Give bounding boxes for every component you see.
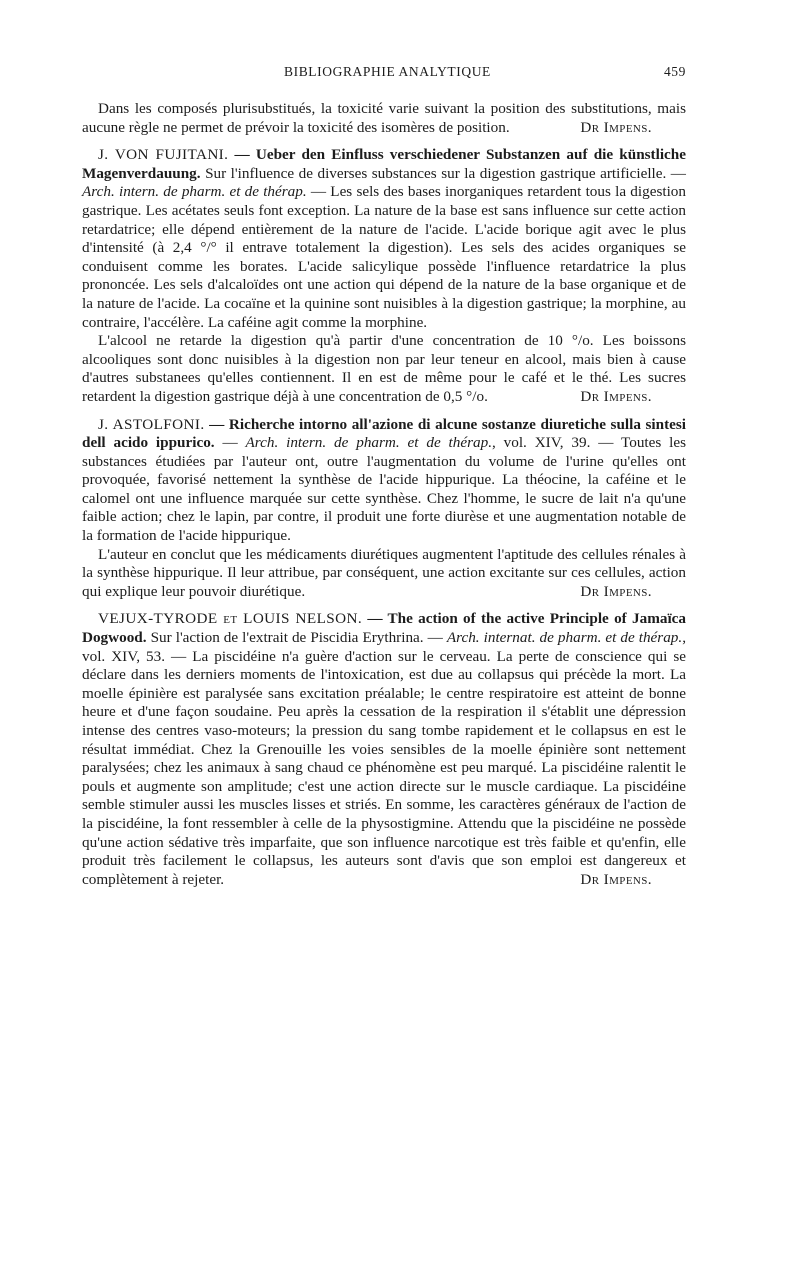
entry-text: , vol. XIV, 53. — La piscidéine n'a guère d'action sur le cerveau. La perte de conscience qui se déclare dans les derniers moments de l'intoxication, est due au collapsus qui précède la mort. La moelle épinière est paralysée sans excitation préalable; le centre respiratoire est atteint de bonne heure et d'une façon soudaine. Peu après la cessation de la respiration il s'établit une dépression intense des centres vaso-moteurs; la pression du sang tombe rapidement et le collapsus en est le résultat immédiat. Chez la Grenouille les voies sensibles de la moelle épinière sont nettement paralysées; chez les animaux à sang chaud ce phénomène est peu marqué. La piscidéine ralentit le pouls et augmente son amplitude; c'est une action directe sur le muscle cardiaque. La piscidéine semble stimuler aussi les muscles lisses et striés. En somme, les caractères généraux de l'action de la piscidéine, la font ressembler à celle de la physostigmine. Attendu que la piscidéine ne possède qu'une action sédative très imparfaite, que son influence narcotique est très faible et qu'enfin, elle produit très facilement le collapsus, les auteurs sont d'avis que son emploi est dangereux et complètement à rejeter. bbox=[82, 629, 686, 888]
signature: Dr Impens. bbox=[580, 387, 652, 405]
entry-title: — Richerche intorno all'azione di alcune sostanze diuretiche sulla sintesi dell acido ippurico. bbox=[82, 415, 687, 452]
entry-author: J. VON FUJITANI. bbox=[98, 146, 229, 164]
page-header bbox=[82, 64, 686, 86]
bibliography-entry bbox=[82, 146, 686, 332]
entry-author: VEJUX-TYRODE et LOUIS NELSON. bbox=[98, 610, 363, 628]
entry-text: — Les sels des bases inorganiques retardent tous la digestion gastrique. Les acétates seuls font exception. La nature de la base est sans influence sur cette action retardatrice; elle dépend entièrement de la nature de l'acide. L'acide borique agit avec le plus d'intensité (à 2,4 °/° il entrave totalement la digestion). Les sels des acides organiques se conduisent comme les borates. L'acide salicylique possède l'influence retardatrice la plus prononcée. Les sels d'alcaloïdes ont une action qui dépend de la nature de la base organique et de la nature de l'acide. La cocaïne et la quinine sont nuisibles à la digestion gastrique; la morphine, au contraire, l'accélère. La caféine agit comme la morphine. bbox=[82, 183, 686, 331]
entry-title: — Ueber den Einfluss verschiedener Substanzen auf die künstliche Magenverdauung. bbox=[82, 146, 686, 182]
signature: Dr Impens. bbox=[580, 582, 652, 600]
page-number: 459 bbox=[663, 64, 686, 79]
entry-source: Arch. intern. de pharm. et de thérap. bbox=[245, 434, 492, 452]
page-body bbox=[82, 100, 686, 889]
entry-continuation bbox=[82, 546, 686, 602]
entry-text-2: L'alcool ne retarde la digestion qu'à partir d'une concentration de 10 °/o. Les boissons alcooliques sont donc nuisibles à la digestion non par leur teneur en alcool, mais bien à cause d'autres substanees qu'elles contiennent. Il en est de même pour le café et le thé. Les sucres retardent la digestion gastrique déjà à une concentration de 0,5 °/o. bbox=[82, 332, 686, 405]
entry-text-2: L'auteur en conclut que les médicaments diurétiques augmentent l'aptitude des cellules rénales à la synthèse hippurique. Il leur attribue, par conséquent, une action excitante sur ces cellules, action qui explique leur pouvoir diurétique. bbox=[82, 545, 686, 600]
entry-title: — The action of the active Principle of Jamaïca Dogwood. bbox=[82, 610, 686, 647]
bibliography-entry bbox=[82, 416, 686, 546]
entry-lead: Sur l'influence de diverses substances sur la digestion gastrique artificielle. — bbox=[200, 164, 686, 182]
entry-lead: — bbox=[214, 434, 246, 452]
entry-continuation bbox=[82, 332, 686, 406]
running-title: BIBLIOGRAPHIE ANALYTIQUE bbox=[284, 64, 491, 79]
entry-author: J. ASTOLFONI. bbox=[98, 415, 205, 433]
entry-text: , vol. XIV, 39. — Toutes les substances étudiées par l'auteur ont, outre l'augmentation du volume de l'urine qu'elles ont provoquée, favorisé nettement la synthèse de l'acide hippurique. La théocine, la caféine et le calomel ont une influence marquée sur cette synthèse. Chez l'homme, le sucre de lait n'a qu'une faible action; chez le lapin, par contre, il produit une forte diurèse et une augmentation notable de la formation de l'acide hippurique. bbox=[82, 434, 687, 545]
signature: Dr Impens. bbox=[580, 870, 652, 888]
signature: Dr Impens. bbox=[580, 118, 652, 136]
entry-source: Arch. internat. de pharm. et de thérap. bbox=[446, 629, 683, 647]
intro-text: Dans les composés plurisubstitués, la toxicité varie suivant la position des substitutions, mais aucune règle ne permet de prévoir la toxicité des isomères de position. bbox=[82, 100, 686, 136]
entry-source: Arch. intern. de pharm. et de thérap. bbox=[82, 183, 307, 201]
entry-lead: Sur l'action de l'extrait de Piscidia Erythrina. — bbox=[146, 629, 447, 647]
intro-paragraph bbox=[82, 100, 686, 137]
bibliography-entry bbox=[82, 610, 686, 889]
